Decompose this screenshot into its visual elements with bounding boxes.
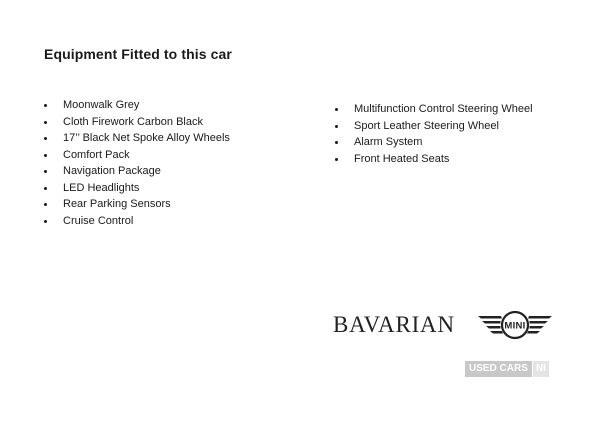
list-item: LED Headlights: [44, 180, 230, 197]
list-item: Comfort Pack: [44, 147, 230, 164]
list-item: Multifunction Control Steering Wheel: [335, 101, 533, 118]
list-item: Cloth Firework Carbon Black: [44, 114, 230, 131]
list-item: Sport Leather Steering Wheel: [335, 118, 533, 135]
list-item: Cruise Control: [44, 213, 230, 230]
mini-wings-logo-icon: [477, 311, 553, 341]
list-item: Navigation Package: [44, 163, 230, 180]
equipment-list-right: [335, 101, 533, 167]
badge-region-label: NI: [533, 361, 549, 377]
page-title: Equipment Fitted to this car: [44, 46, 232, 62]
list-item: 17’’ Black Net Spoke Alloy Wheels: [44, 130, 230, 147]
badge-used-label: USED CARS: [465, 361, 532, 377]
dealer-name-logo: BAVARIAN: [333, 312, 455, 337]
equipment-list-left: [44, 97, 230, 229]
used-cars-badge: [465, 361, 549, 377]
list-item: Alarm System: [335, 134, 533, 151]
list-item: Front Heated Seats: [335, 151, 533, 168]
list-item: Rear Parking Sensors: [44, 196, 230, 213]
list-item: Moonwalk Grey: [44, 97, 230, 114]
logo-text: MINI: [504, 320, 526, 332]
